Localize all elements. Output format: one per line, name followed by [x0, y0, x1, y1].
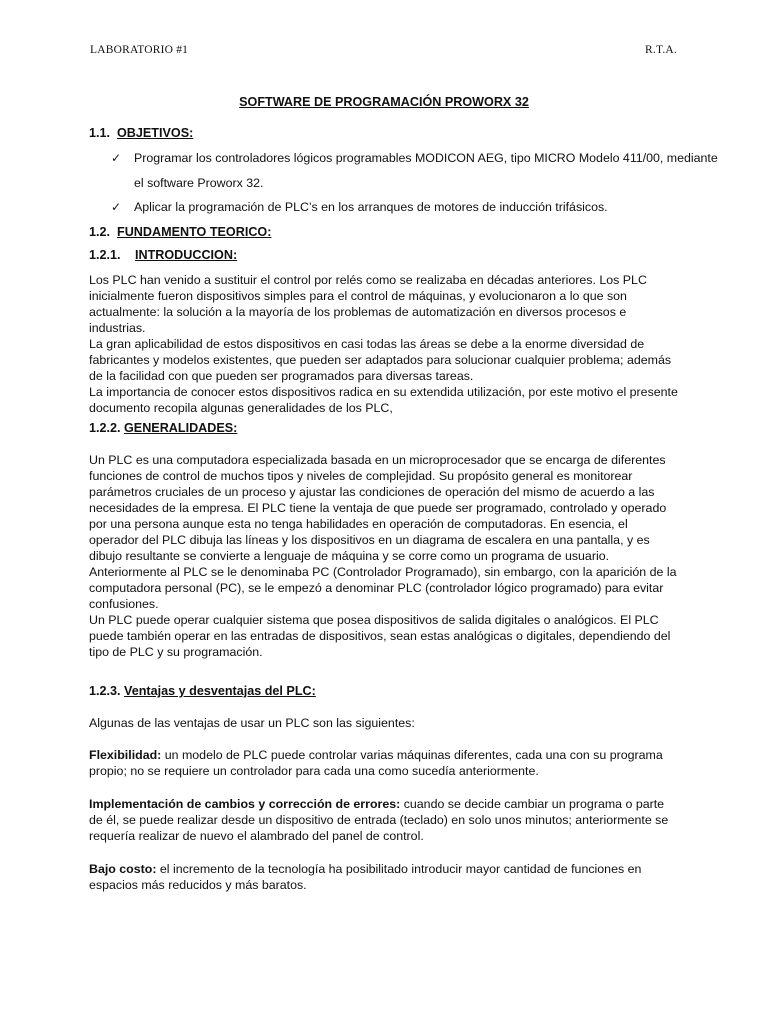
heading-text: OBJETIVOS: — [117, 126, 194, 140]
heading-objetivos — [89, 125, 193, 141]
paragraph: La importancia de conocer estos dispositivos radica en su extendida utilización, por este motivo el presente documento recopila algunas generalidades de los PLC, — [89, 385, 678, 415]
ventaja-term: Flexibilidad: — [89, 748, 162, 762]
ventaja-text: un modelo de PLC puede controlar varias máquinas diferentes, cada una con su programa propio; no se requiere un controlador para cada una como sucedía anteriormente. — [89, 748, 663, 778]
paragraph: Los PLC han venido a sustituir el control por relés como se realizaba en décadas anteriores. Los PLC inicialmente fueron dispositivos simples para el control de máquinas, y evolucionaron a lo que son actualmente: la solución a la mayoría de los problemas de automatización en diversos procesos e industrias. — [89, 273, 647, 335]
ventaja-item — [89, 747, 679, 779]
checkmark-icon: ✓ — [111, 200, 122, 214]
header-left: LABORATORIO #1 — [90, 44, 189, 56]
ventaja-item — [89, 796, 679, 844]
ventajas-intro: Algunas de las ventajas de usar un PLC son las siguientes: — [89, 716, 415, 730]
paragraph-group — [89, 452, 679, 660]
heading-ventajas — [89, 683, 316, 699]
heading-number: 1.2.1. — [89, 248, 121, 262]
ventaja-term: Implementación de cambios y corrección de errores: — [89, 797, 401, 811]
ventaja-text: el incremento de la tecnología ha posibilitado introducir mayor cantidad de funciones en espacios más reducidos y más baratos. — [89, 862, 642, 892]
ventaja-text: cuando se decide cambiar un programa o parte de él, se puede realizar desde un dispositivo de entrada (teclado) en solo unos minutos; anteriormente se requería realizar de nuevo el alambrado del panel de control. — [89, 797, 669, 843]
heading-number: 1.2.3. — [89, 684, 121, 698]
ventaja-term: Bajo costo: — [89, 862, 157, 876]
paragraph: Un PLC es una computadora especializada basada en un microprocesador que se encarga de diferentes funciones de control de muchos tipos y niveles de complejidad. Su propósito general es monitorear parámetros cruciales de un proceso y ajustar las condiciones de operación del mismo de acuerdo a las necesidades de la empresa. El PLC tiene la ventaja de que puede ser programado, controlado y operado por una persona aunque esta no tenga habilidades en operación de computadoras. En esencia, el operador del PLC dibuja las líneas y los dispositivos en un diagrama de escalera en una pantalla, y es dibujo resultante se convierte a lenguaje de máquina y se corre como un programa de usuario. — [89, 453, 667, 563]
heading-text: GENERALIDADES: — [124, 421, 238, 435]
heading-introduccion — [89, 247, 237, 263]
heading-number: 1.1. — [89, 126, 111, 140]
document-title: SOFTWARE DE PROGRAMACIÓN PROWORX 32 — [239, 95, 529, 109]
objective-text-line1: Programar los controladores lógicos programables MODICON AEG, tipo MICRO Modelo 411/00, mediante — [134, 151, 718, 165]
heading-fundamento — [89, 224, 271, 240]
objective-text-line2: el software Proworx 32. — [134, 176, 264, 190]
header-right: R.T.A. — [645, 44, 677, 56]
paragraph-group — [89, 272, 679, 416]
heading-generalidades — [89, 420, 237, 436]
heading-number: 1.2.2. — [89, 421, 121, 435]
paragraph: Anteriormente al PLC se le denominaba PC (Controlador Programado), sin embargo, con la aparición de la computadora personal (PC), se le empezó a denominar PLC (controlador lógico programado) para evitar confusiones. — [89, 565, 677, 611]
objective-text-line1: Aplicar la programación de PLC’s en los arranques de motores de inducción trifásicos. — [134, 200, 608, 214]
checkmark-icon: ✓ — [111, 151, 122, 165]
paragraph: Un PLC puede operar cualquier sistema que posea dispositivos de salida digitales o analógicos. El PLC puede también operar en las entradas de dispositivos, sean estas analógicas o digitales, dependiendo del tipo de PLC y su programación. — [89, 613, 671, 659]
paragraph: La gran aplicabilidad de estos dispositivos en casi todas las áreas se debe a la enorme diversidad de fabricantes y modelos existentes, que pueden ser adaptados para solucionar cualquier problema; además de la facilidad con que pueden ser programados para diversas tareas. — [89, 337, 672, 383]
heading-text: INTRODUCCION: — [135, 248, 238, 262]
ventaja-item — [89, 861, 679, 893]
heading-text: Ventajas y desventajas del PLC: — [124, 684, 316, 698]
heading-text: FUNDAMENTO TEORICO: — [117, 225, 272, 239]
heading-number: 1.2. — [89, 225, 111, 239]
